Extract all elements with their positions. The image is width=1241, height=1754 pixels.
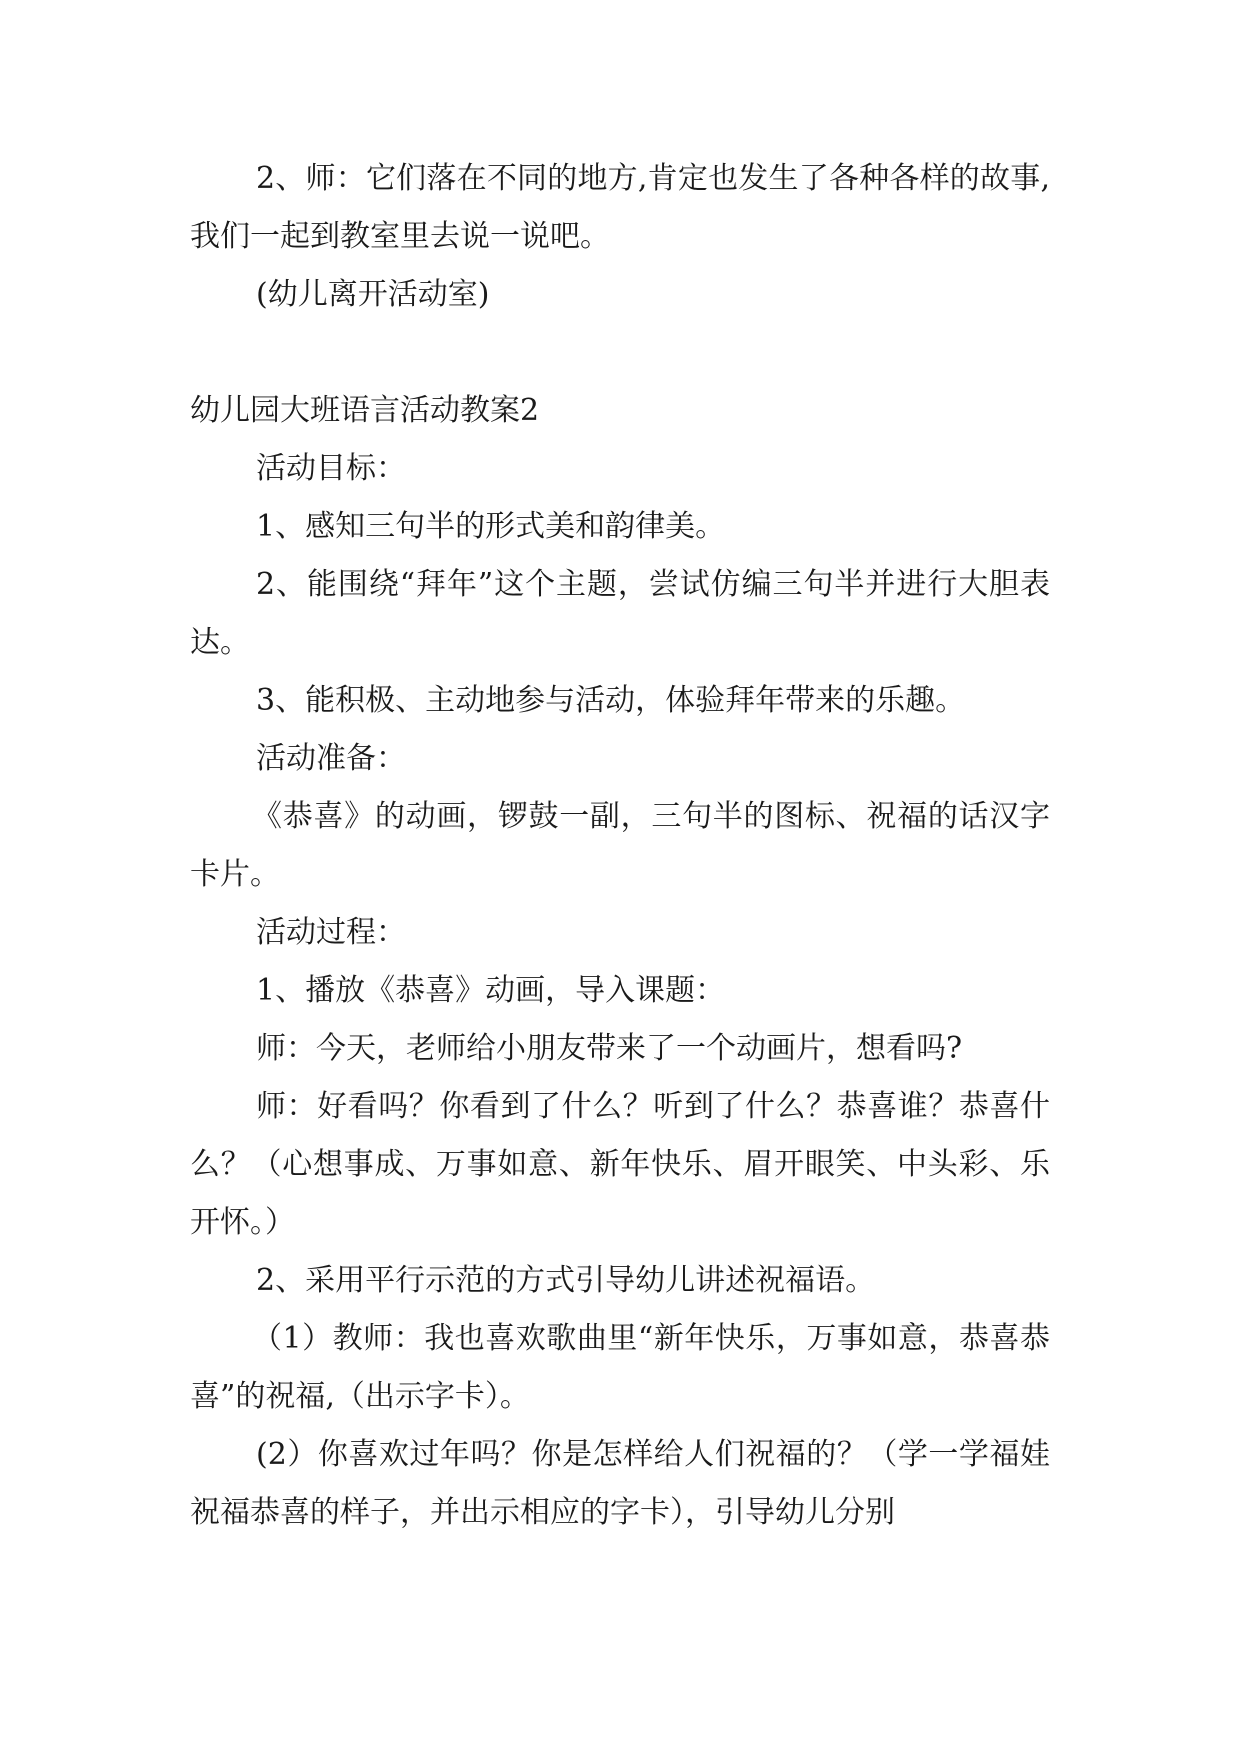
process-step-2: 2、采用平行示范的方式引导幼儿讲述祝福语。 <box>256 1263 876 1298</box>
goal-item-3: 3、能积极、主动地参与活动，体验拜年带来的乐趣。 <box>256 683 966 718</box>
section-title: 幼儿园大班语言活动教案2 <box>190 393 540 428</box>
paragraph-children-leave: (幼儿离开活动室) <box>256 277 490 312</box>
paragraph-teacher-story: 2、师：它们落在不同的地方,肯定也发生了各种各样的故事,我们一起到教室里去说一说吧。 <box>190 161 1050 254</box>
teacher-line-1: 师：今天，老师给小朋友带来了一个动画片，想看吗? <box>256 1031 963 1066</box>
heading-activity-process: 活动过程： <box>256 915 406 950</box>
document-page <box>190 150 1050 1542</box>
goal-item-1: 1、感知三句半的形式美和韵律美。 <box>256 509 726 544</box>
process-substep-1: （1）教师：我也喜欢歌曲里“新年快乐，万事如意，恭喜恭喜”的祝福,（出示字卡）。 <box>190 1321 1050 1414</box>
process-substep-2: (2）你喜欢过年吗？你是怎样给人们祝福的？（学一学福娃祝福恭喜的样子，并出示相应的字卡），引导幼儿分别 <box>190 1437 1050 1530</box>
heading-activity-preparation: 活动准备： <box>256 741 406 776</box>
paragraph-gap <box>190 324 1050 382</box>
heading-activity-goals: 活动目标： <box>256 451 406 486</box>
process-step-1: 1、播放《恭喜》动画，导入课题： <box>256 973 726 1008</box>
goal-item-2: 2、能围绕“拜年”这个主题，尝试仿编三句半并进行大胆表达。 <box>190 567 1050 660</box>
teacher-line-2: 师：好看吗？你看到了什么？听到了什么？恭喜谁？恭喜什么？（心想事成、万事如意、新年快乐、眉开眼笑、中头彩、乐开怀。） <box>190 1089 1050 1240</box>
preparation-text: 《恭喜》的动画，锣鼓一副，三句半的图标、祝福的话汉字卡片。 <box>190 799 1050 892</box>
